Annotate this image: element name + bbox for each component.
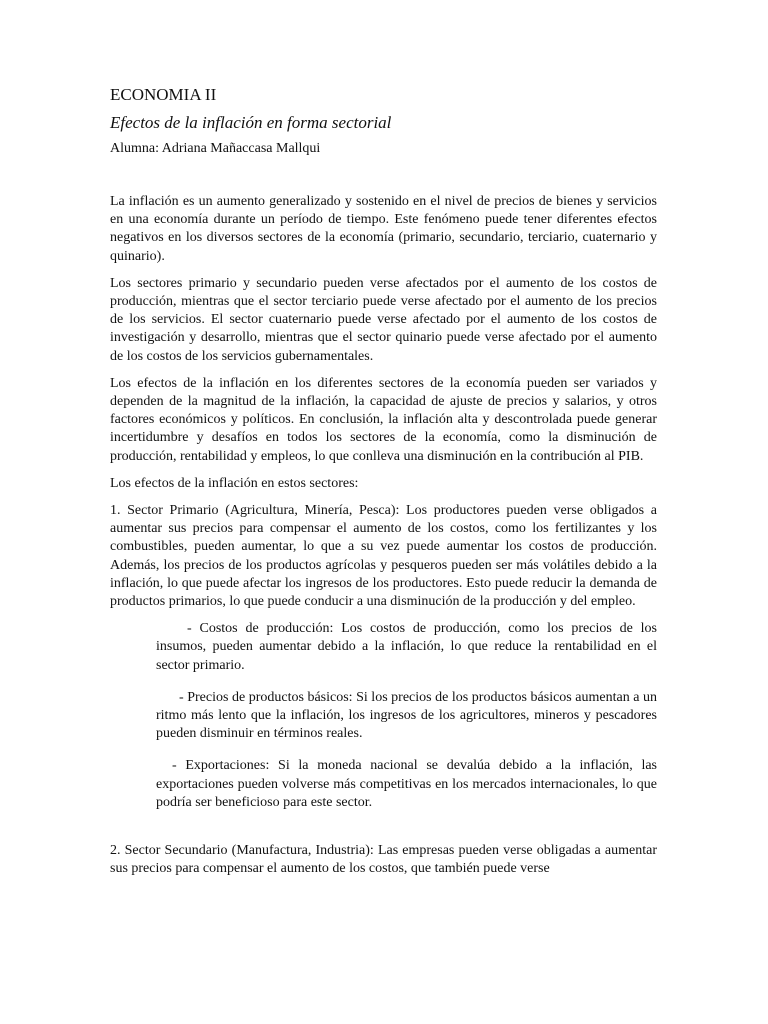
paragraph-sectors: Los sectores primario y secundario pueden verse afectados por el aumento de los costos de producción, mientras que el sector terciario puede verse afectado por el aumento de los precios de los servicios. El sector cuaternario puede verse afectado por el aumento de los costos de investigación y desarrollo, mientras que el sector quinario puede verse afectado por el aumento de los costos de los servicios gubernamentales.: [110, 275, 657, 364]
document-page: [110, 84, 657, 888]
paragraph-effects-heading: Los efectos de la inflación en estos sectores:: [110, 475, 359, 491]
document-title: ECONOMIA II: [110, 85, 217, 104]
paragraph-intro: La inflación es un aumento generalizado y sostenido en el nivel de precios de bienes y servicios en una economía durante un período de tiempo. Este fenómeno puede tener diferentes efectos negativos en los diversos sectores de la economía (primario, secundario, terciario, cuaternario y quinario).: [110, 194, 657, 264]
bullet-exportaciones: - Exportaciones: Si la moneda nacional se devalúa debido a la inflación, las exportaciones pueden volverse más competitivas en los mercados internacionales, lo que podría ser beneficioso para este sector.: [156, 758, 657, 810]
document-subtitle: Efectos de la inflación en forma sectorial: [110, 113, 392, 132]
bullet-precios-productos: - Precios de productos básicos: Si los precios de los productos básicos aumentan a un ritmo más lento que la inflación, los ingresos de los agricultores, mineros y pescadores pueden disminuir en términos reales.: [156, 689, 657, 742]
paragraph-sector-secundario: 2. Sector Secundario (Manufactura, Industria): Las empresas pueden verse obligadas a aumentar sus precios para compensar el aumento de los costos, que también puede verse: [110, 843, 657, 877]
bullet-costos-produccion: - Costos de producción: Los costos de producción, como los precios de los insumos, pueden aumentar debido a la inflación, lo que reduce la rentabilidad en el sector primario.: [156, 621, 657, 673]
author-line: Alumna: Adriana Mañaccasa Mallqui: [110, 141, 321, 156]
paragraph-sector-primario: 1. Sector Primario (Agricultura, Minería, Pesca): Los productores pueden verse obligados a aumentar sus precios para compensar el aumento de los costos, como los fertilizantes y los combustibles, pueden aumentar, lo que a su vez puede aumentar los costos de producción. Además, los precios de los productos agrícolas y pesqueros pueden ser más volátiles debido a la inflación, lo que puede afectar los ingresos de los productores. Esto puede reducir la demanda de productos primarios, lo que puede conducir a una disminución de la producción y del empleo.: [110, 503, 657, 610]
paragraph-effects: Los efectos de la inflación en los diferentes sectores de la economía pueden ser variados y dependen de la magnitud de la inflación, la capacidad de ajuste de precios y salarios, y otros factores económicos y políticos. En conclusión, la inflación alta y descontrolada puede generar incertidumbre y desafíos en todos los sectores de la economía, como la disminución de producción, rentabilidad y empleos, lo que conlleva una disminución en la contribución al PIB.: [110, 375, 657, 464]
